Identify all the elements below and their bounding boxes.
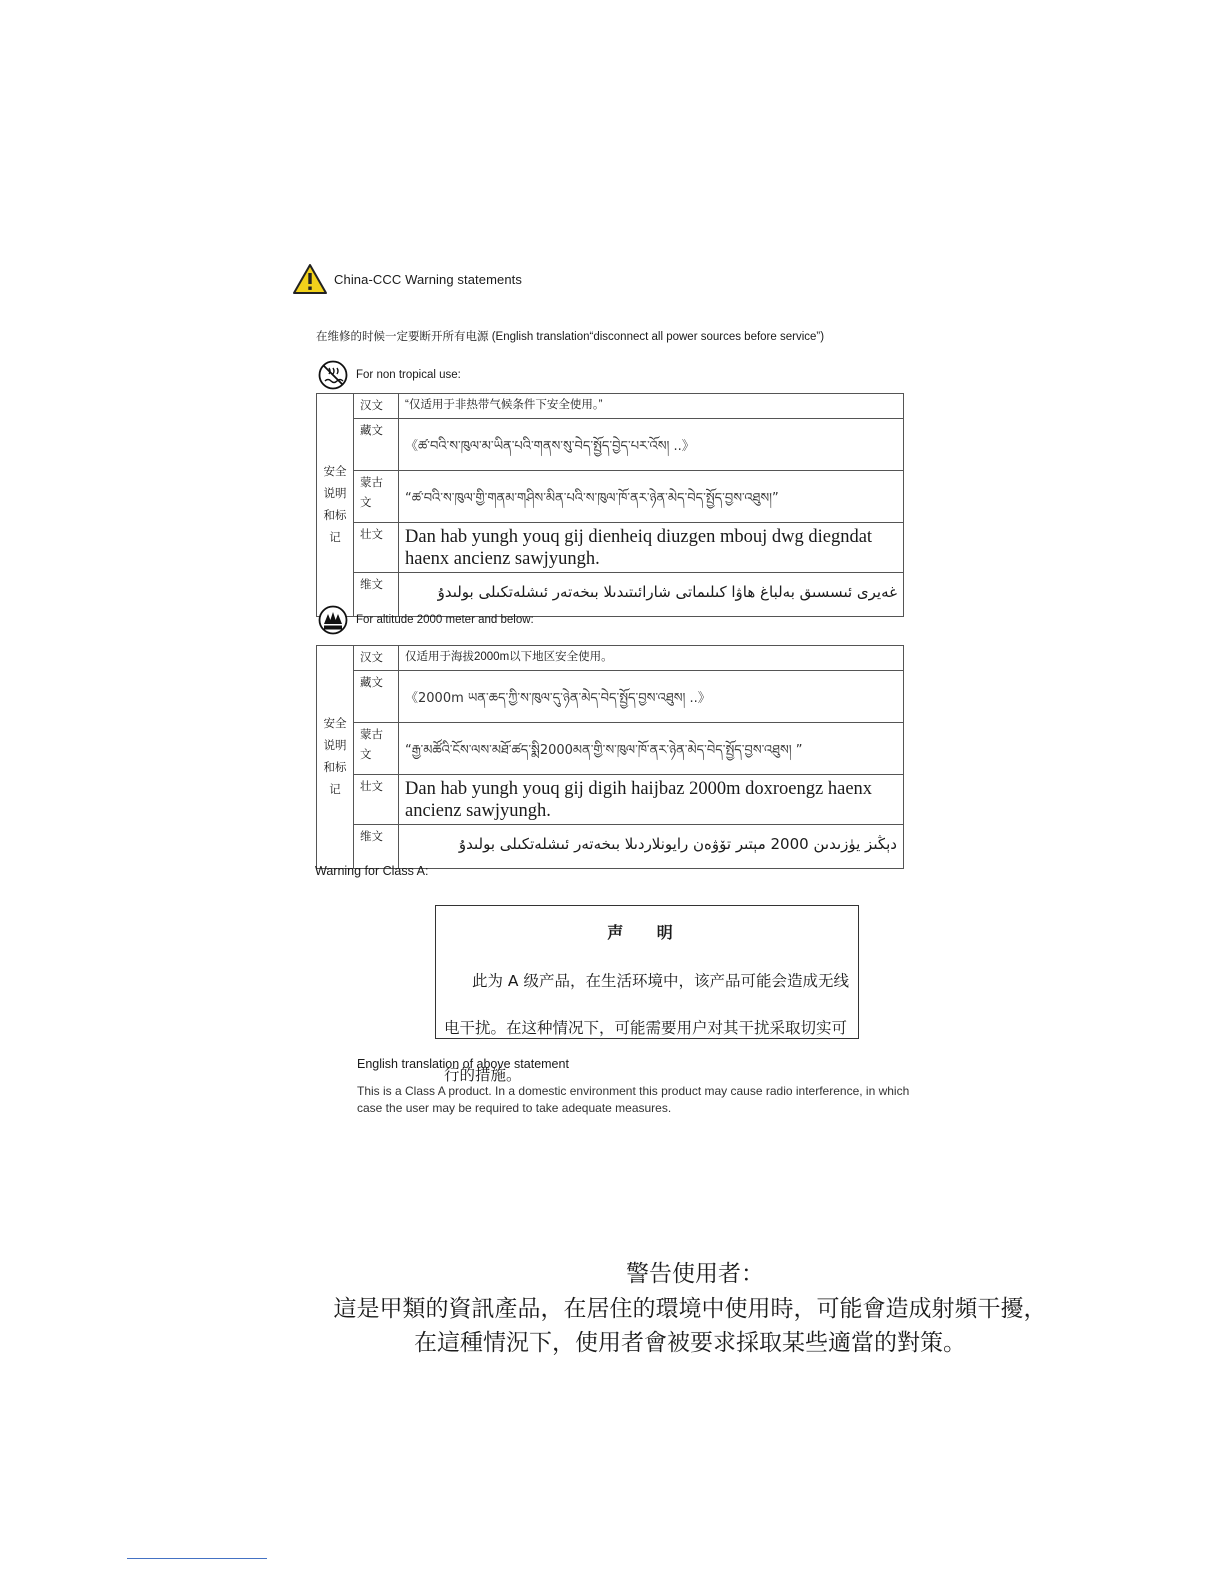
side-label-line: 记 [329,532,341,544]
side-label-line: 安全 [323,718,347,730]
class-a-heading: 声 明 [607,923,687,942]
lang-label: 汉文 [354,394,399,419]
lang-label: 蒙古文 [354,723,399,775]
ccc-warning-header [292,262,522,296]
side-label-line: 和标 [323,510,347,522]
altitude-label: For altitude 2000 meter and below: [356,614,534,626]
row-text: “ཚ་བའི་ས་ཁུལ་གྱི་གནམ་གཤིས་མིན་པའི་ས་ཁུལ་ཁོ་ནར་ཉེན་མེད་བེད་སྤྱོད་བྱས་འཐུས།” [399,471,904,523]
table-row [317,471,904,523]
side-label-line: 和标 [323,762,347,774]
side-label [317,646,354,869]
row-text: 《ཚ་བའི་ས་ཁུལ་མ་ཡིན་པའི་གནས་སུ་བེད་སྤྱོད་བྱེད་པར་འོས། ..》 [399,419,904,471]
row-text: “仅适用于非热带气候条件下安全使用。” [399,394,904,419]
row-text: 仅适用于海拔2000m以下地区安全使用。 [399,646,904,671]
taiwan-warning [240,1258,1140,1360]
table-row [317,723,904,775]
service-note: 在维修的时候一定要断开所有电源 (English translation“disconnect all power sources before service”) [316,331,825,343]
table-row [317,825,904,869]
table-row [317,671,904,723]
side-label-line: 记 [329,784,341,796]
taiwan-warning-title: 警告使用者： [626,1261,764,1287]
non-tropical-heading [318,360,461,390]
altitude-2000m-icon [318,605,348,635]
row-text: Dan hab yungh youq gij dienheiq diuzgen mbouj dwg diegndat haenx ancienz sawjyungh. [399,523,904,573]
class-a-text: 此为 A 级产品，在生活环境中，该产品可能会造成无线电干扰。在这种情况下，可能需要用户对其干扰采取切实可行的措施。 [444,972,849,1084]
table-row [317,646,904,671]
altitude-table [316,645,904,869]
lang-label: 藏文 [354,671,399,723]
lang-label: 藏文 [354,419,399,471]
row-text: غەيرى ئىسسىق بەلباغ ھاۋا كىلىماتى شارائىتىدىلا بىخەتەر ئىشلەتكىلى بولىدۇ [399,573,904,617]
class-a-label: Warning for Class A: [315,864,429,878]
row-text: Dan hab yungh youq gij digih haijbaz 2000m doxroengz haenx ancienz sawjyungh. [399,775,904,825]
lang-label: 壮文 [354,523,399,573]
non-tropical-icon [318,360,348,390]
taiwan-warning-line: 在這種情況下，使用者會被要求採取某些適當的對策。 [414,1330,966,1356]
lang-label: 维文 [354,573,399,617]
table-row [317,394,904,419]
altitude-heading [318,605,534,635]
translation-title: English translation of above statement [357,1057,569,1071]
lang-label: 壮文 [354,775,399,825]
ccc-title: China-CCC Warning statements [334,271,522,287]
translation-body: This is a Class A product. In a domestic environment this product may cause radio interference, in which case the user may be required to take adequate measures. [357,1084,910,1115]
lang-label: 蒙古文 [354,471,399,523]
warning-triangle-icon [292,263,328,295]
non-tropical-table [316,393,904,617]
side-label [317,394,354,617]
table-row [317,775,904,825]
lang-label: 维文 [354,825,399,869]
row-text: دېڭىز يۈزىدىن 2000 مېتىر تۆۋەن رايونلاردىلا بىخەتەر ئىشلەتكىلى بولىدۇ [399,825,904,869]
row-text: “རྒྱ་མཚོའི་ངོས་ལས་མཐོ་ཚད་སྨི2000མན་གྱི་ས་ཁུལ་ཁོ་ནར་ཉེན་མེད་བེད་སྤྱོད་བྱས་འཐུས། ” [399,723,904,775]
table-row [317,523,904,573]
lang-label: 汉文 [354,646,399,671]
taiwan-warning-line: 這是甲類的資訊產品，在居住的環境中使用時，可能會造成射頻干擾， [333,1296,1047,1322]
side-label-line: 说明 [323,740,347,752]
side-label-line: 说明 [323,488,347,500]
table-row [317,419,904,471]
non-tropical-label: For non tropical use: [356,369,461,381]
row-text: 《2000m ཡན་ཆད་ཀྱི་ས་ཁུལ་དུ་ཉེན་མེད་བེད་སྤྱོད་བྱས་འཐུས། ..》 [399,671,904,723]
footnote-separator [127,1558,267,1559]
side-label-line: 安全 [323,466,347,478]
